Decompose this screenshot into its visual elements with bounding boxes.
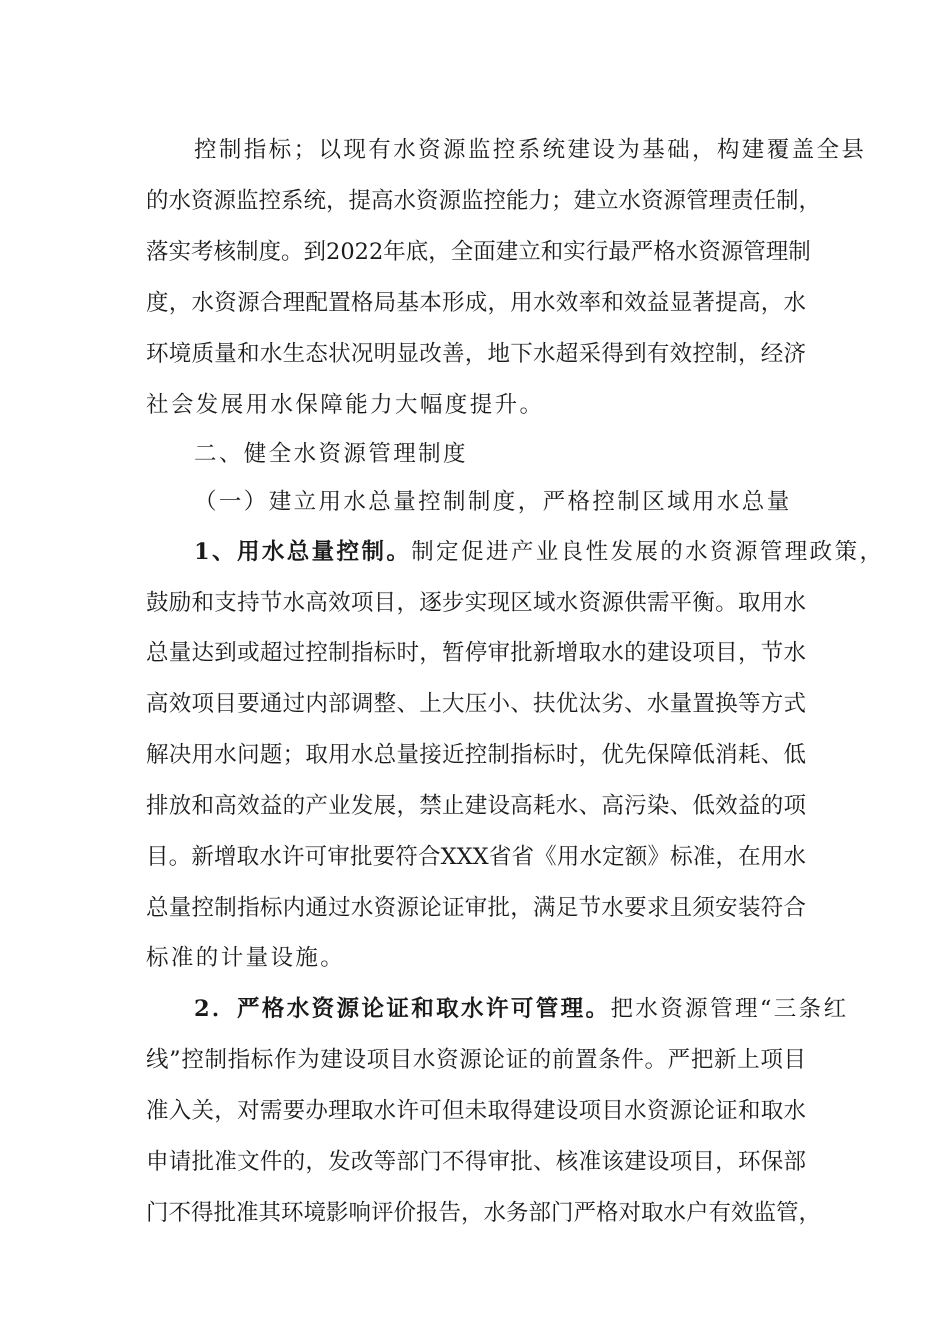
text-line-12: 高效项目要通过内部调整、上大压小、扶优汰劣、水量置换等方式 xyxy=(146,691,806,717)
bold-heading-2: 2．严格水资源论证和取水许可管理。 xyxy=(194,996,611,1022)
paragraph-1-first-line xyxy=(194,537,885,567)
text-line-11: 总量达到或超过控制指标时，暂停审批新增取水的建设项目，节水 xyxy=(146,640,806,666)
text-line-10: 鼓励和支持节水高效项目，逐步实现区域水资源供需平衡。取用水 xyxy=(146,590,806,616)
text-line-17: 标准的计量设施。 xyxy=(146,945,346,971)
text-line-20: 准入关，对需要办理取水许可但未取得建设项目水资源论证和取水 xyxy=(146,1098,806,1124)
text-line-6: 社会发展用水保障能力大幅度提升。 xyxy=(146,392,545,418)
paragraph-2-first-line-text: 把水资源管理“三条红 xyxy=(610,996,849,1022)
text-line-2: 的水资源监控系统，提高水资源监控能力；建立水资源管理责任制， xyxy=(146,188,822,214)
text-line-15: 目。新增取水许可审批要符合XXX省省《用水定额》标准，在用水 xyxy=(146,844,806,870)
text-line-22: 门不得批准其环境影响评价报告，水务部门严格对取水户有效监管， xyxy=(146,1200,822,1226)
text-line-16: 总量控制指标内通过水资源论证审批，满足节水要求且须安装符合 xyxy=(146,895,806,921)
text-line-13: 解决用水问题；取用水总量接近控制指标时，优先保障低消耗、低 xyxy=(146,742,806,768)
text-line-4: 度，水资源合理配置格局基本形成，用水效率和效益显著提高，水 xyxy=(146,290,806,316)
paragraph-1-first-line-text: 制定促进产业良性发展的水资源管理政策， xyxy=(411,539,885,565)
text-line-1: 控制指标；以现有水资源监控系统建设为基础，构建覆盖全县 xyxy=(194,137,867,163)
text-line-5: 环境质量和水生态状况明显改善，地下水超采得到有效控制，经济 xyxy=(146,341,806,367)
text-line-14: 排放和高效益的产业发展，禁止建设高耗水、高污染、低效益的项 xyxy=(146,793,806,819)
text-line-21: 申请批准文件的，发改等部门不得审批、核准该建设项目，环保部 xyxy=(146,1149,806,1175)
text-line-3: 落实考核制度。到2022年底，全面建立和实行最严格水资源管理制 xyxy=(146,239,811,265)
text-line-19: 线”控制指标作为建设项目水资源论证的前置条件。严把新上项目 xyxy=(146,1047,806,1073)
subsection-heading: （一）建立用水总量控制制度，严格控制区域用水总量 xyxy=(194,489,792,515)
bold-heading-1: 1、用水总量控制。 xyxy=(194,539,412,565)
section-heading: 二、健全水资源管理制度 xyxy=(194,441,468,467)
paragraph-2-first-line xyxy=(194,994,849,1024)
